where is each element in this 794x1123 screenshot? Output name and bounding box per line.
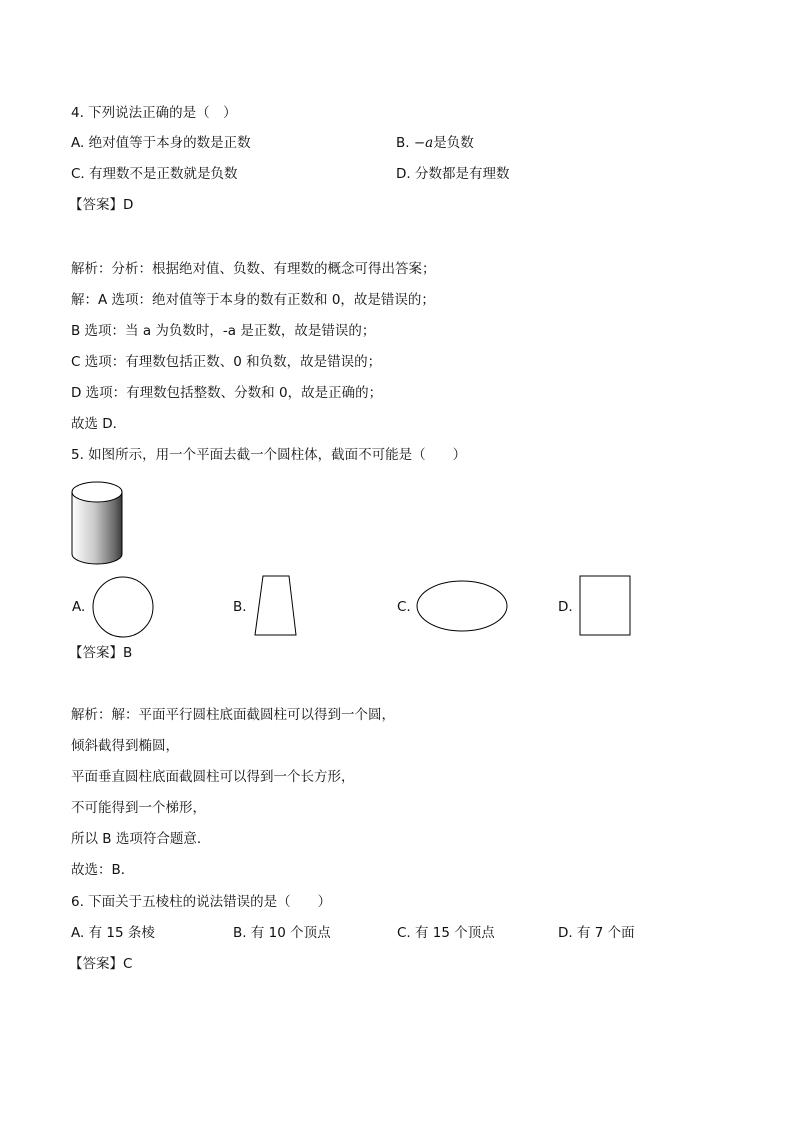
q4-analysis-line: 故选 D． [71,416,127,432]
q5-stem: 5. 如图所示，用一个平面去截一个圆柱体，截面不可能是（ ） [71,447,467,463]
q4-option-b [396,134,474,152]
q5-analysis-line: 不可能得到一个梯形， [71,800,206,816]
q5-option-a-label: A. [72,599,86,615]
q4-option-b-prefix: B. [396,135,414,151]
q5-answer: 【答案】B [69,645,133,661]
q5-option-b-label: B. [233,599,247,615]
q6-stem: 6. 下面关于五棱柱的说法错误的是（ ） [71,894,332,910]
cylinder-figure [68,478,128,570]
q4-option-a: A. 绝对值等于本身的数是正数 [71,135,251,151]
q5-option-d-label: D. [558,599,573,615]
q4-analysis-line: B 选项：当 a 为负数时，-a 是正数，故是错误的； [71,323,376,339]
q4-stem: 4. 下列说法正确的是（ ） [71,105,237,121]
q6-option-c: C. 有 15 个顶点 [397,925,495,941]
q5-analysis-line: 所以 B 选项符合题意． [71,831,211,847]
q4-answer: 【答案】D [69,197,134,213]
q6-option-d: D. 有 7 个面 [558,925,635,941]
q4-option-b-math: −a [413,135,434,151]
circle-shape [90,574,156,640]
q4-analysis-line: 解析：分析：根据绝对值、负数、有理数的概念可得出答案； [71,261,436,277]
trapezoid-shape [252,574,300,638]
q6-option-a: A. 有 15 条棱 [71,925,155,941]
q5-analysis-line: 倾斜截得到椭圆， [71,738,179,754]
q4-analysis-line: C 选项：有理数包括正数、0 和负数，故是错误的； [71,354,382,370]
ellipse-shape [415,578,509,634]
q6-option-b: B. 有 10 个顶点 [233,925,331,941]
rectangle-shape [578,574,632,638]
q5-analysis-line: 平面垂直圆柱底面截圆柱可以得到一个长方形， [71,769,355,785]
q4-option-d: D. 分数都是有理数 [396,166,510,182]
q4-option-b-suffix: 是负数 [433,135,474,151]
q4-option-c: C. 有理数不是正数就是负数 [71,166,238,182]
q5-analysis-line: 故选：B． [71,862,135,878]
q5-analysis-line: 解析：解：平面平行圆柱底面截圆柱可以得到一个圆， [71,707,395,723]
q4-analysis-line: D 选项：有理数包括整数、分数和 0，故是正确的； [71,385,383,401]
q4-analysis-line: 解：A 选项：绝对值等于本身的数有正数和 0，故是错误的； [71,292,435,308]
q6-answer: 【答案】C [69,956,133,972]
q5-option-c-label: C. [397,599,411,615]
